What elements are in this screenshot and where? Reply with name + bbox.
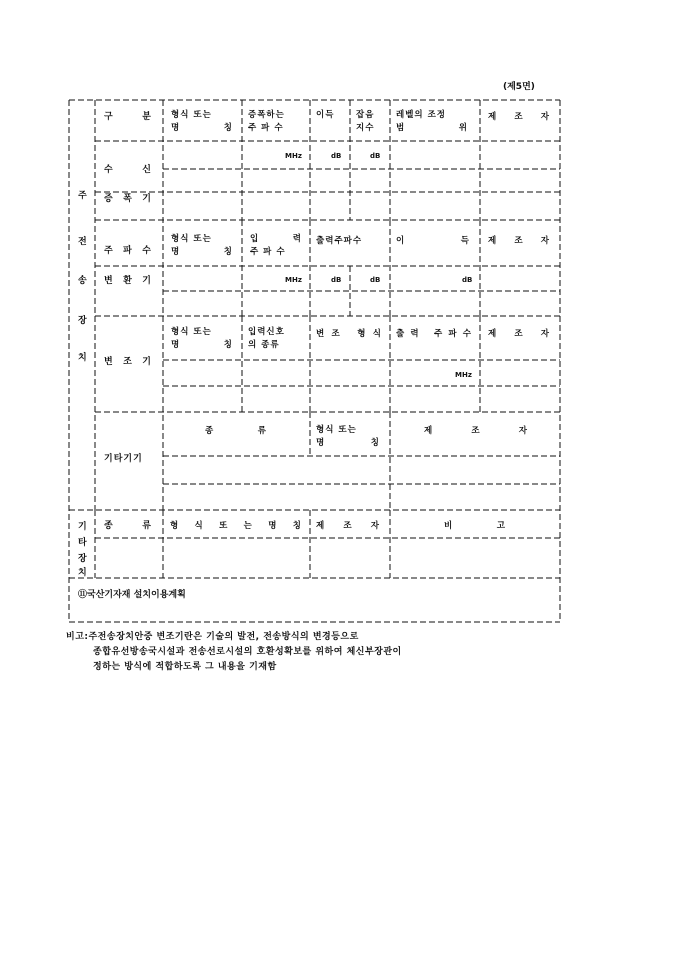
converter-label-1: 주 파 수 bbox=[104, 246, 152, 256]
note-line-2: 종합유선방송국시설과 전송선로시설의 호환성확보를 위하여 체신부장관이 bbox=[93, 647, 402, 657]
converter-model-header-1: 형식 또는 bbox=[171, 234, 212, 244]
converter-gain-unit: dB bbox=[462, 276, 473, 284]
receiver-label-1: 수 신 bbox=[104, 165, 152, 175]
equip-remark-header: 비 고 bbox=[444, 521, 506, 531]
remarks-note bbox=[66, 630, 402, 672]
modulator-out-unit: MHz bbox=[455, 371, 472, 379]
main-title-char-4: 장 bbox=[78, 316, 88, 326]
modulator-model-header-1: 형식 또는 bbox=[171, 327, 212, 337]
category-header: 구 분 bbox=[104, 112, 152, 122]
modulator-maker-header: 제 조 자 bbox=[488, 329, 550, 339]
converter-header-row bbox=[171, 233, 550, 257]
equip-kind-header: 종 류 bbox=[104, 521, 152, 531]
modulator-out-header: 출력 주파수 bbox=[396, 329, 472, 339]
other-kind-header: 종 류 bbox=[205, 426, 267, 436]
page-label: (제5면) bbox=[503, 82, 535, 92]
main-title-char-5: 치 bbox=[78, 353, 88, 363]
receiver-gain-unit: dB bbox=[331, 152, 342, 160]
receiver-freq-unit: MHz bbox=[285, 152, 302, 160]
footer-marker: ⑪ bbox=[78, 590, 88, 600]
main-title-char-3: 송 bbox=[78, 276, 88, 286]
converter-out-unit-2: dB bbox=[370, 276, 381, 284]
converter-in-unit: MHz bbox=[285, 276, 302, 284]
receiver-maker-header: 제 조 자 bbox=[488, 112, 550, 122]
main-title-char-1: 주 bbox=[78, 191, 88, 201]
converter-out-unit-1: dB bbox=[331, 276, 342, 284]
converter-model-header-2: 명 칭 bbox=[171, 247, 233, 257]
other-devices-label: 기타기기 bbox=[104, 454, 143, 464]
receiver-level-header-2: 범 위 bbox=[396, 123, 468, 133]
equip-maker-header: 제 조 자 bbox=[316, 521, 380, 531]
converter-maker-header: 제 조 자 bbox=[488, 236, 550, 246]
receiver-level-header-1: 레벨의 조정 bbox=[396, 110, 447, 120]
other-equipment-header-row bbox=[104, 520, 506, 531]
receiver-freq-header-1: 증폭하는 bbox=[248, 110, 285, 120]
receiver-model-header-2: 명 칭 bbox=[171, 123, 233, 133]
other-model-header-1: 형식 또는 bbox=[316, 425, 357, 435]
receiver-freq-header-2: 주 파 수 bbox=[248, 123, 284, 133]
other-title-char-3: 장 bbox=[78, 554, 88, 564]
other-equipment-title bbox=[78, 520, 88, 578]
other-title-char-2: 타 bbox=[78, 538, 88, 548]
receiver-header-row bbox=[104, 109, 550, 133]
other-title-char-1: 기 bbox=[78, 522, 88, 532]
footer-text: 국산기자재 설치이용계획 bbox=[87, 590, 186, 600]
other-devices-header-row bbox=[205, 424, 528, 448]
equip-model-header: 형 식 또 는 명 칭 bbox=[170, 521, 302, 531]
receiver-label-2: 증 폭 기 bbox=[104, 194, 152, 204]
other-model-header-2: 명 칭 bbox=[316, 438, 380, 448]
converter-label-2: 변 환 기 bbox=[104, 276, 152, 286]
main-title-char-2: 전 bbox=[78, 237, 88, 247]
note-line-3: 정하는 방식에 적합하도록 그 내용을 기재함 bbox=[93, 662, 277, 672]
modulator-label: 변 조 기 bbox=[104, 357, 152, 367]
modulator-signal-header-2: 의 종류 bbox=[248, 340, 280, 350]
main-transmission-title bbox=[78, 190, 88, 363]
receiver-model-header-1: 형식 또는 bbox=[171, 110, 212, 120]
converter-out-header: 출력주파수 bbox=[316, 236, 363, 246]
note-line-1: 비고:주전송장치안중 변조기란은 기술의 발전, 전송방식의 변경등으로 bbox=[66, 632, 359, 642]
receiver-noise-header-2: 지수 bbox=[356, 123, 375, 133]
converter-gain-header: 이 득 bbox=[396, 236, 470, 246]
domestic-equipment-plan bbox=[78, 588, 186, 600]
receiver-noise-header-1: 잡음 bbox=[356, 110, 375, 120]
modulator-header-row bbox=[171, 326, 550, 350]
modulator-signal-header-1: 입력신호 bbox=[248, 327, 285, 337]
other-title-char-4: 치 bbox=[78, 568, 88, 578]
converter-in-header-1: 입 력 bbox=[250, 234, 302, 244]
modulator-mod-header: 변조 형식 bbox=[316, 329, 382, 339]
other-maker-header: 제 조 자 bbox=[424, 426, 528, 436]
converter-in-header-2: 주 파 수 bbox=[250, 247, 286, 257]
receiver-noise-unit: dB bbox=[370, 152, 381, 160]
modulator-model-header-2: 명 칭 bbox=[171, 340, 233, 350]
receiver-gain-header: 이득 bbox=[316, 110, 335, 120]
